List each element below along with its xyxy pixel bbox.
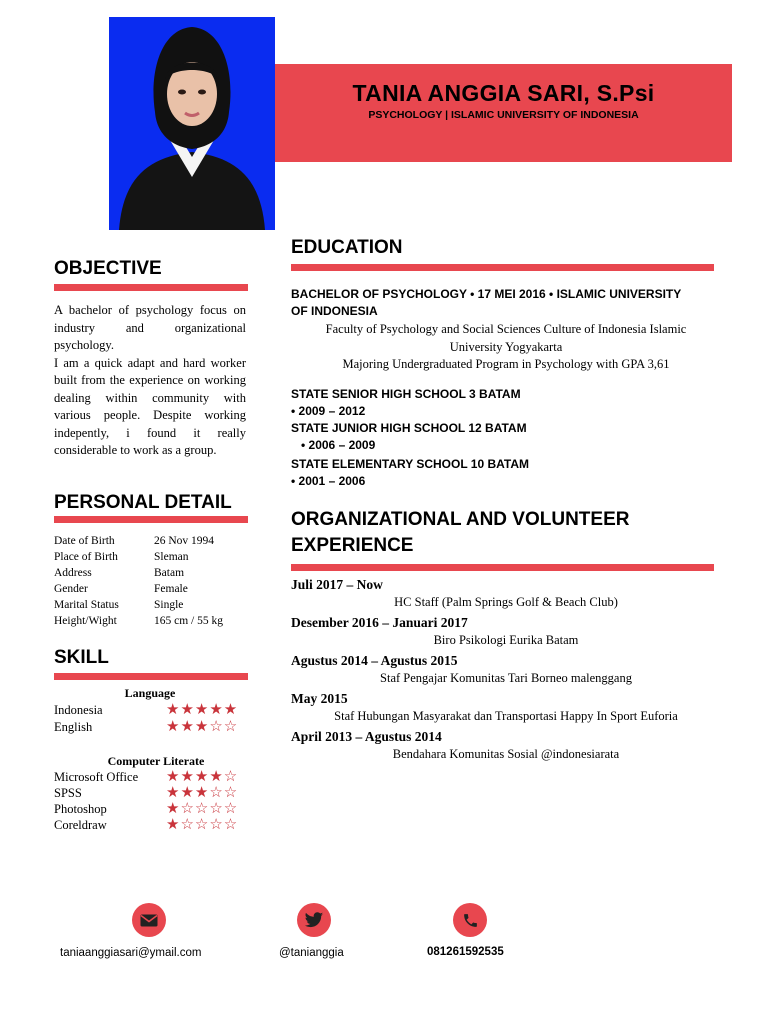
twitter-icon <box>297 903 331 937</box>
org-role: Bendahara Komunitas Sosial @indonesiarata <box>392 747 620 761</box>
personal-label: Place of Birth <box>54 551 118 563</box>
school-name: STATE JUNIOR HIGH SCHOOL 12 BATAM <box>291 421 527 435</box>
personal-label: Height/Wight <box>54 615 117 627</box>
organization-divider <box>291 564 714 571</box>
org-role: Staf Pengajar Komunitas Tari Borneo malenggang <box>380 671 632 685</box>
skill-divider <box>54 673 248 680</box>
org-date: Desember 2016 – Januari 2017 <box>291 615 468 630</box>
skill-name: English <box>54 720 93 734</box>
degree-line: BACHELOR OF PSYCHOLOGY • 17 MEI 2016 • ISLAMIC UNIVERSITY <box>291 287 682 301</box>
star-rating-icon: ★★★☆☆ <box>166 785 239 801</box>
contact-email[interactable]: taniaanggiasari@ymail.com <box>60 947 202 959</box>
organization-heading-line: ORGANIZATIONAL AND VOLUNTEER <box>291 509 630 530</box>
personal-divider <box>54 516 248 523</box>
personal-heading: PERSONAL DETAIL <box>54 492 232 513</box>
header-subtitle: PSYCHOLOGY | ISLAMIC UNIVERSITY OF INDONESIA <box>368 109 639 121</box>
star-rating-icon: ★☆☆☆☆ <box>166 817 239 833</box>
star-rating-icon: ★★★☆☆ <box>166 719 239 735</box>
personal-label: Date of Birth <box>54 535 115 547</box>
personal-value: 26 Nov 1994 <box>154 535 215 547</box>
objective-text <box>54 302 246 460</box>
portrait-illustration <box>109 17 275 230</box>
school-entry <box>291 456 721 490</box>
skill-name: Microsoft Office <box>54 770 139 784</box>
personal-value: Single <box>154 599 184 611</box>
organization-heading-line: EXPERIENCE <box>291 535 414 556</box>
personal-label: Address <box>54 567 92 579</box>
objective-text-1: A bachelor of psychology focus on industry and organizational psychology. <box>54 303 246 352</box>
objective-heading: OBJECTIVE <box>54 258 162 279</box>
skill-name: Indonesia <box>54 703 103 717</box>
contact-phone[interactable]: 081261592535 <box>427 946 504 958</box>
star-rating-icon: ★★★★☆ <box>166 769 239 785</box>
faculty-line: University Yogyakarta <box>449 339 563 354</box>
language-label: Language <box>124 686 176 700</box>
education-divider <box>291 264 714 271</box>
mail-icon <box>132 903 166 937</box>
star-rating-icon: ★★★★★ <box>166 702 239 718</box>
organization-heading <box>291 507 629 559</box>
skill-name: Photoshop <box>54 802 107 816</box>
objective-text-2: I am a quick adapt and hard worker built from the experience on working dealing within community with various people. Despite working indepently, i found it really considerable to work as a group. <box>54 355 246 457</box>
personal-value: Female <box>154 583 188 595</box>
degree-title <box>291 286 721 320</box>
major-line: Majoring Undergraduated Program in Psychology with GPA 3,61 <box>342 357 670 371</box>
org-role: Staf Hubungan Masyarakat dan Transportasi Happy In Sport Euforia <box>334 709 678 723</box>
skill-name: SPSS <box>54 786 82 800</box>
org-role: Biro Psikologi Eurika Batam <box>433 633 579 647</box>
contact-twitter[interactable]: @tanianggia <box>279 947 344 959</box>
school-years: • 2009 – 2012 <box>291 404 366 418</box>
personal-label: Marital Status <box>54 599 119 611</box>
full-name: TANIA ANGGIA SARI, S.Psi <box>352 80 655 106</box>
objective-divider <box>54 284 248 291</box>
education-heading: EDUCATION <box>291 237 403 258</box>
org-date: May 2015 <box>291 691 348 706</box>
school-name: STATE ELEMENTARY SCHOOL 10 BATAM <box>291 457 530 471</box>
phone-icon <box>453 903 487 937</box>
personal-label: Gender <box>54 583 88 595</box>
school-entry <box>291 386 721 420</box>
org-role: HC Staff (Palm Springs Golf & Beach Club) <box>394 595 618 609</box>
personal-value: 165 cm / 55 kg <box>154 615 223 627</box>
profile-photo <box>109 17 275 230</box>
personal-value: Sleman <box>154 551 189 563</box>
org-date: April 2013 – Agustus 2014 <box>291 729 442 744</box>
organization-list <box>291 576 721 763</box>
skill-name: Coreldraw <box>54 818 107 832</box>
personal-value: Batam <box>154 567 185 579</box>
degree-description <box>291 321 721 374</box>
org-date: Juli 2017 – Now <box>291 577 383 592</box>
school-years: • 2001 – 2006 <box>291 474 366 488</box>
org-date: Agustus 2014 – Agustus 2015 <box>291 653 458 668</box>
faculty-line: Faculty of Psychology and Social Sciences Culture of Indonesia Islamic <box>325 322 687 336</box>
school-name: STATE SENIOR HIGH SCHOOL 3 BATAM <box>291 387 521 401</box>
degree-line: OF INDONESIA <box>291 304 378 318</box>
school-entry <box>291 420 721 454</box>
skill-heading: SKILL <box>54 647 109 668</box>
school-years: • 2006 – 2009 <box>301 438 376 452</box>
computer-label: Computer Literate <box>107 754 205 768</box>
star-rating-icon: ★☆☆☆☆ <box>166 801 239 817</box>
